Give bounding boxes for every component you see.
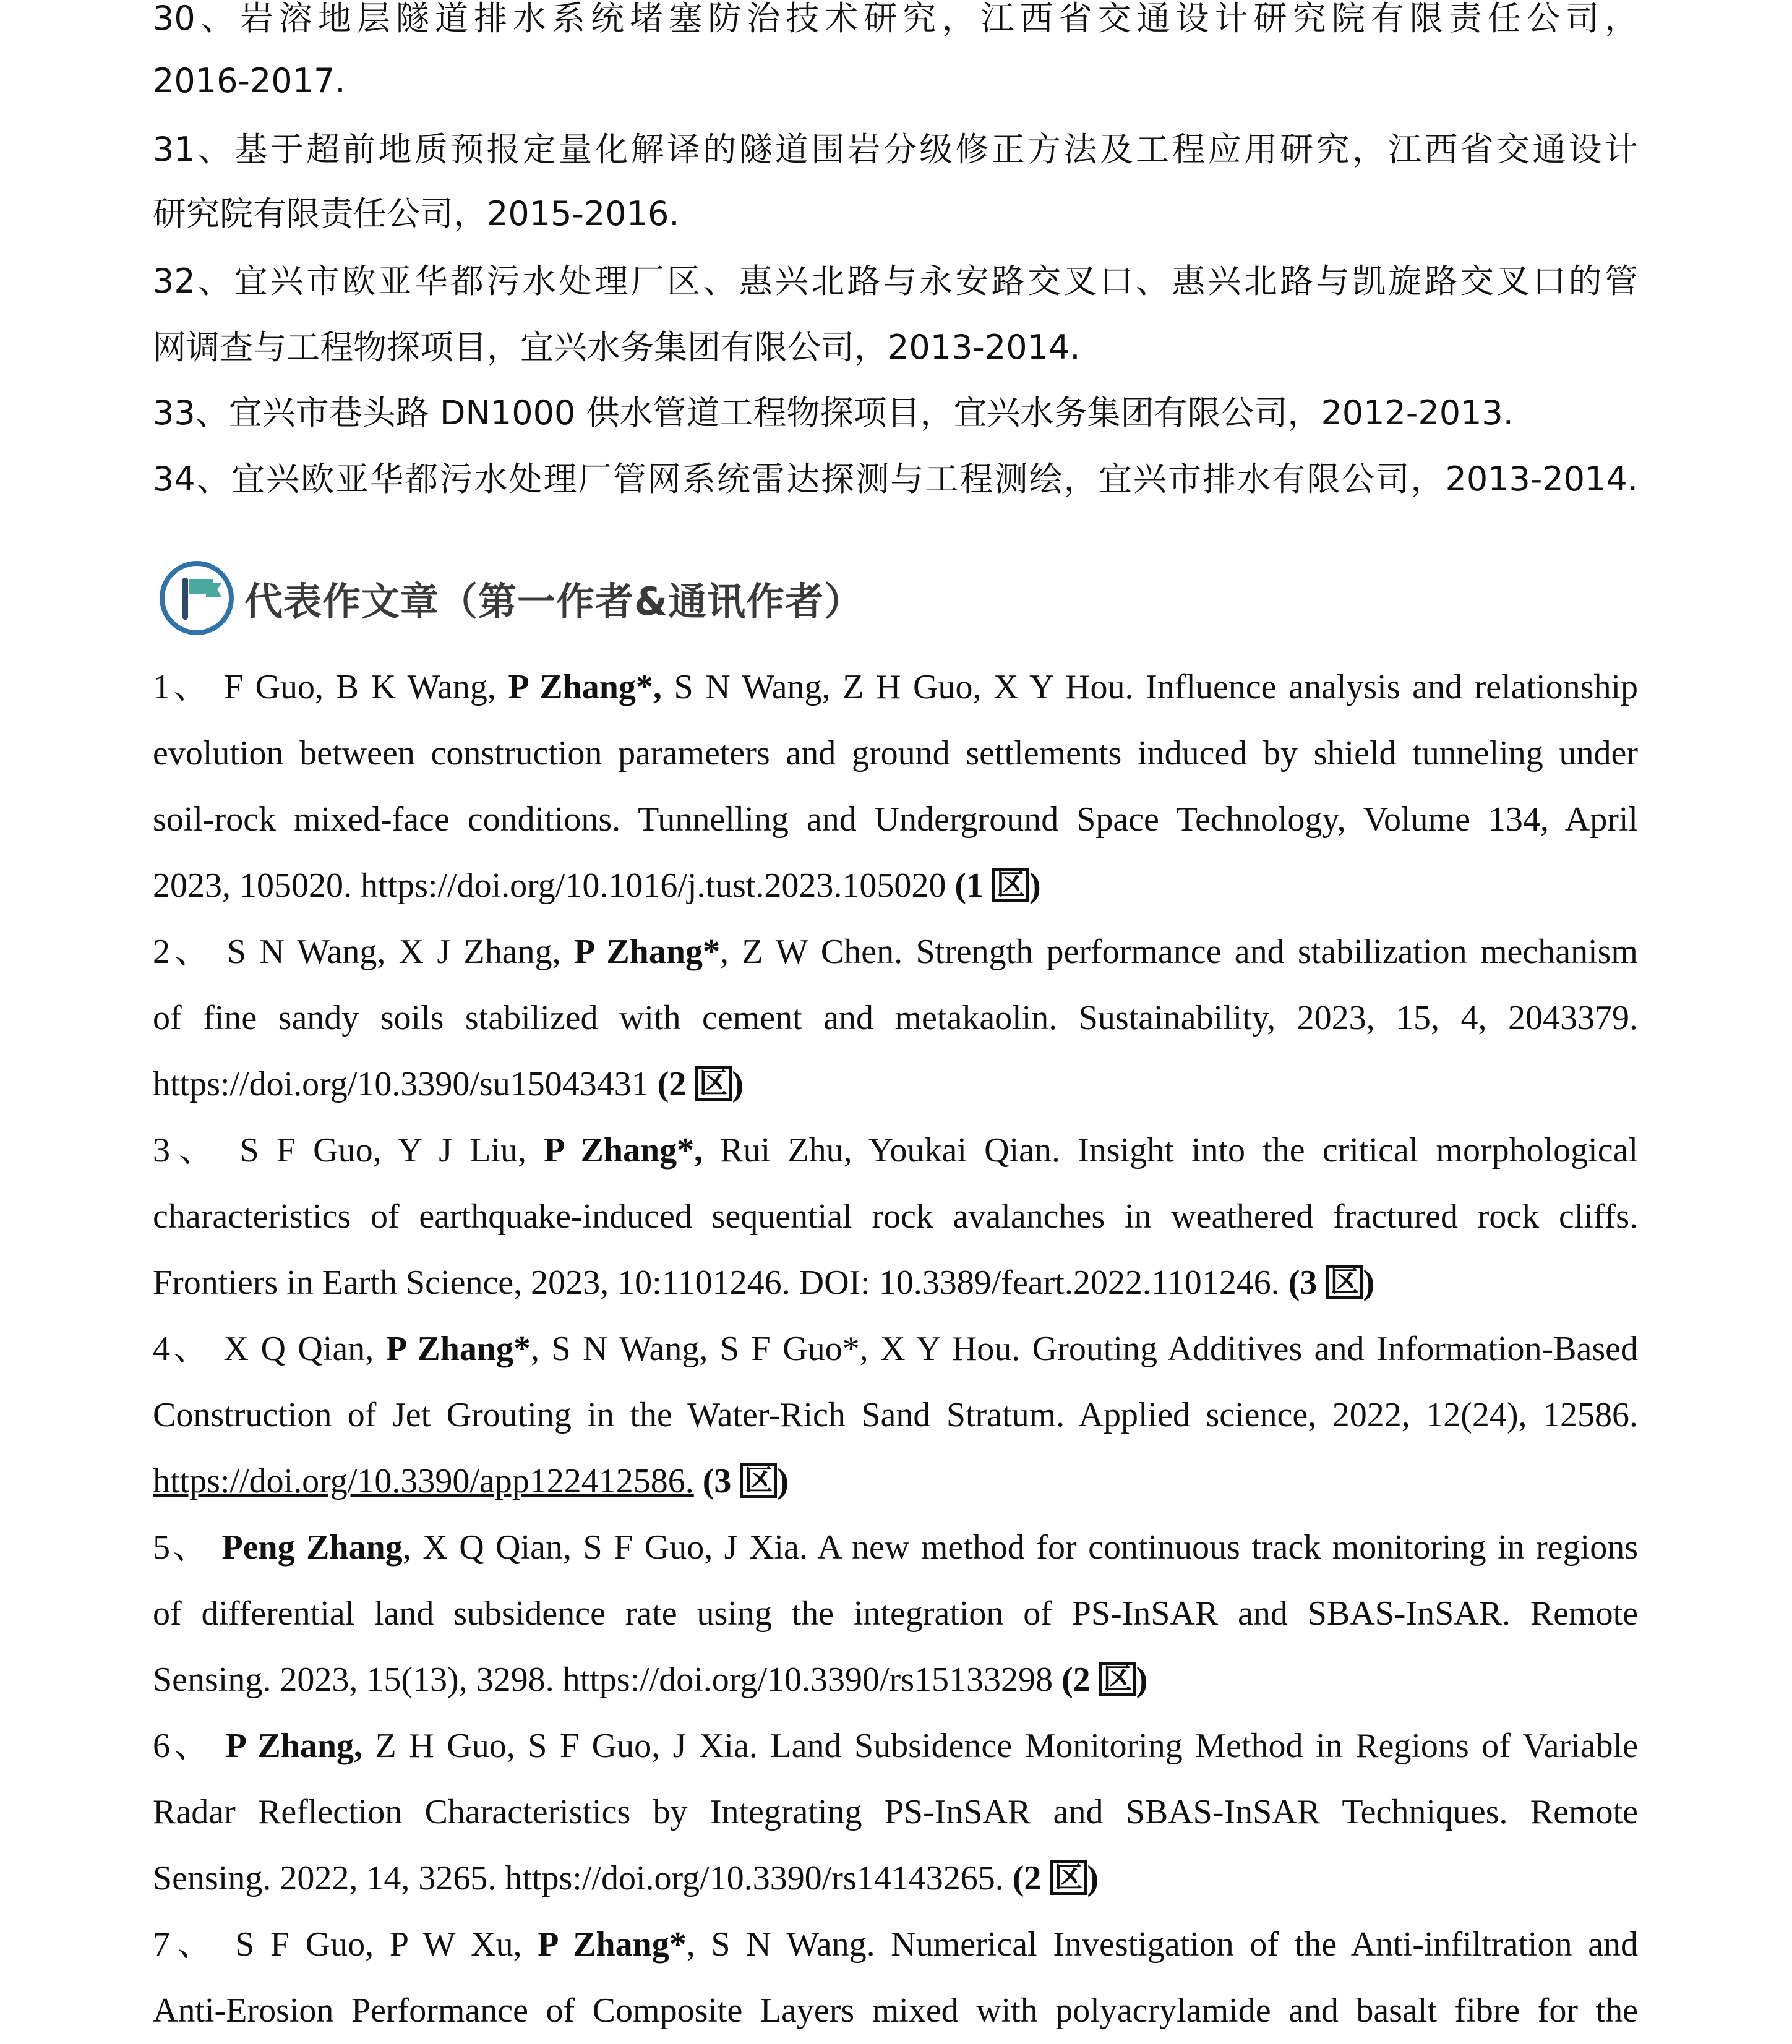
- paper-1-line-2: [153, 721, 1638, 787]
- text-run: soil-rock mixed-face conditions. Tunnelling and Underground Space Technology, Volume 134, April: [153, 800, 1638, 839]
- paper-7-line-1: [153, 1912, 1638, 1978]
- text-run: 2023, 105020. https://doi.org/10.1016/j.tust.2023.105020: [153, 866, 955, 905]
- zone-badge: 区: [992, 868, 1029, 902]
- bold-text: P Zhang,: [225, 1727, 362, 1765]
- bold-text: (3: [1288, 1264, 1326, 1302]
- text-run: of differential land subsidence rate using the integration of PS-InSAR and SBAS-InSAR. Remote: [153, 1594, 1638, 1633]
- text-run: Sensing. 2023, 15(13), 3298. https://doi.org/10.3390/rs15133298: [153, 1661, 1061, 1699]
- text-run: Construction of Jet Grouting in the Water-Rich Sand Stratum. Applied science, 2022, 12(24), 12586.: [153, 1396, 1638, 1434]
- bold-text: ): [1136, 1661, 1148, 1699]
- paper-2-line-2: [153, 985, 1638, 1051]
- bold-text: P Zhang*,: [544, 1131, 703, 1170]
- paper-2-line-3: [153, 1051, 1638, 1118]
- paper-1-line-3: [153, 787, 1638, 853]
- paper-3-line-2: [153, 1184, 1638, 1250]
- zone-badge: 区: [1326, 1265, 1363, 1299]
- paper-6-line-1: [153, 1713, 1638, 1779]
- paper-1-line-1: [153, 654, 1638, 721]
- text-run: evolution between construction parameters and ground settlements induced by shield tunneling under: [153, 734, 1638, 772]
- text-run: 6、: [153, 1727, 226, 1765]
- project-30-line-1: 30、岩溶地层隧道排水系统堵塞防治技术研究，江西省交通设计研究院有限责任公司，: [153, 0, 1638, 38]
- text-run: Rui Zhu, Youkai Qian. Insight into the critical morphological: [703, 1131, 1638, 1170]
- paper-3-line-1: [153, 1118, 1638, 1184]
- project-32-line-1: 32、宜兴市欧亚华都污水处理厂区、惠兴北路与永安路交叉口、惠兴北路与凯旋路交叉口的管: [153, 262, 1638, 301]
- zone-badge: 区: [695, 1066, 732, 1101]
- text-run: Z H Guo, S F Guo, J Xia. Land Subsidence Monitoring Method in Regions of Variable: [362, 1727, 1638, 1765]
- paper-6-line-3: [153, 1845, 1638, 1912]
- bold-text: P Zhang*,: [508, 668, 662, 706]
- text-run: 3、 S F Guo, Y J Liu,: [153, 1131, 544, 1170]
- doi-link[interactable]: https://doi.org/10.3390/app122412586.: [153, 1462, 694, 1500]
- bold-text: (1: [954, 866, 993, 905]
- bold-text: P Zhang*: [573, 933, 720, 971]
- flag-icon-pole: [182, 578, 188, 620]
- text-run: 1、 F Guo, B K Wang,: [153, 668, 508, 706]
- text-run: [694, 1462, 703, 1500]
- paper-6-line-2: [153, 1779, 1638, 1845]
- paper-4-line-2: [153, 1382, 1638, 1448]
- bold-text: ): [732, 1065, 744, 1103]
- paper-5-line-3: [153, 1647, 1638, 1713]
- text-run: 7、 S F Guo, P W Xu,: [153, 1925, 538, 1964]
- section-title: 代表作文章（第一作者&通讯作者）: [244, 578, 864, 624]
- text-run: Anti-Erosion Performance of Composite Layers mixed with polyacrylamide and basalt fibre for the: [153, 1991, 1638, 2030]
- text-run: S N Wang, Z H Guo, X Y Hou. Influence analysis and relationship: [661, 668, 1638, 706]
- flag-icon-banner: [189, 579, 222, 597]
- project-33-line-1: 33、宜兴市巷头路 DN1000 供水管道工程物探项目，宜兴水务集团有限公司，2012-2013.: [153, 393, 1514, 432]
- text-run: characteristics of earthquake-induced sequential rock avalanches in weathered fractured rock cliffs.: [153, 1197, 1638, 1236]
- text-run: 2、 S N Wang, X J Zhang,: [153, 933, 574, 971]
- bold-text: (3: [702, 1462, 740, 1500]
- text-run: , S N Wang, S F Guo*, X Y Hou. Grouting Additives and Information-Based: [531, 1330, 1638, 1368]
- bold-text: ): [1363, 1264, 1375, 1302]
- bold-text: ): [1087, 1859, 1099, 1897]
- project-30-line-2: 2016-2017.: [153, 61, 346, 100]
- text-run: Frontiers in Earth Science, 2023, 10:1101246. DOI: 10.3389/feart.2022.1101246.: [153, 1264, 1288, 1302]
- bold-text: ): [777, 1462, 789, 1500]
- bold-text: ): [1029, 866, 1041, 905]
- text-run: https://doi.org/10.3390/su15043431: [153, 1065, 658, 1103]
- text-run: of fine sandy soils stabilized with cement and metakaolin. Sustainability, 2023, 15, 4, 2043379.: [153, 999, 1638, 1037]
- project-34-line-1: 34、宜兴欧亚华都污水处理厂管网系统雷达探测与工程测绘，宜兴市排水有限公司，2013-2014.: [153, 460, 1638, 498]
- project-32-line-2: 网调查与工程物探项目，宜兴水务集团有限公司，2013-2014.: [153, 328, 1081, 367]
- text-run: , Z W Chen. Strength performance and stabilization mechanism: [719, 933, 1638, 971]
- paper-5-line-2: [153, 1581, 1638, 1647]
- paper-4-line-3: [153, 1448, 1638, 1515]
- zone-badge: 区: [1099, 1662, 1136, 1696]
- paper-3-line-3: [153, 1250, 1638, 1316]
- text-run: , S N Wang. Numerical Investigation of the Anti-infiltration and: [686, 1925, 1638, 1964]
- zone-badge: 区: [1050, 1860, 1087, 1895]
- section-heading: [158, 559, 863, 637]
- bold-text: Peng Zhang: [221, 1528, 403, 1567]
- bold-text: P Zhang*: [538, 1925, 687, 1964]
- flag-icon: [158, 559, 236, 637]
- text-run: 4、 X Q Qian,: [153, 1330, 386, 1368]
- project-31-line-2: 研究院有限责任公司，2015-2016.: [153, 194, 680, 233]
- bold-text: (2: [657, 1065, 695, 1103]
- bold-text: (2: [1012, 1859, 1050, 1897]
- paper-1-line-4: [153, 853, 1638, 919]
- paper-5-line-1: [153, 1515, 1638, 1581]
- text-run: 5、: [153, 1528, 222, 1567]
- bold-text: P Zhang*: [385, 1330, 531, 1368]
- paper-2-line-1: [153, 919, 1638, 985]
- paper-4-line-1: [153, 1316, 1638, 1382]
- flag-icon-ring: [162, 563, 231, 633]
- text-run: Sensing. 2022, 14, 3265. https://doi.org/10.3390/rs14143265.: [153, 1859, 1013, 1897]
- bold-text: (2: [1061, 1661, 1099, 1699]
- paper-7-line-2: [153, 1978, 1638, 2044]
- text-run: , X Q Qian, S F Guo, J Xia. A new method for continuous track monitoring in regions: [402, 1528, 1638, 1567]
- project-31-line-1: 31、基于超前地质预报定量化解译的隧道围岩分级修正方法及工程应用研究，江西省交通设计: [153, 130, 1638, 169]
- text-run: Radar Reflection Characteristics by Integrating PS-InSAR and SBAS-InSAR Techniques. Remote: [153, 1793, 1638, 1831]
- zone-badge: 区: [740, 1463, 777, 1498]
